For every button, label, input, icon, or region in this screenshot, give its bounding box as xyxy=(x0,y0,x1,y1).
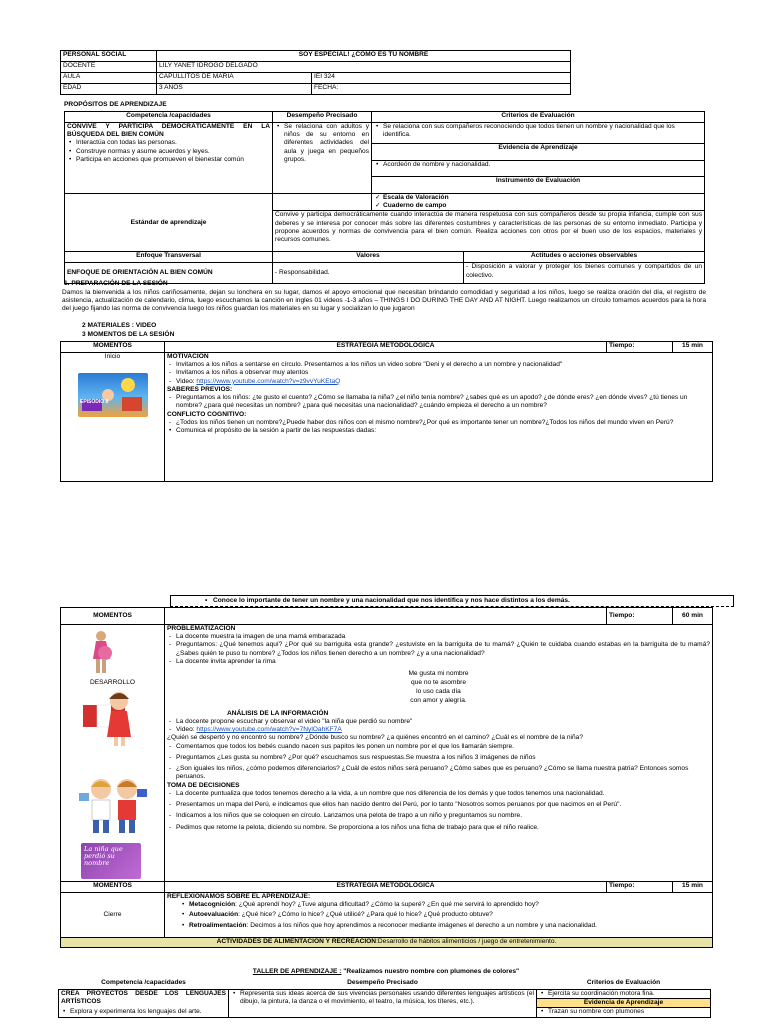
autoevaluacion-text: : ¿Qué hice? ¿Cómo lo hice? ¿Qué utilicé? ¿Para qué lo hice? ¿Qué producto obtuve? xyxy=(238,911,493,919)
lost-name-video-cover xyxy=(81,843,141,879)
top-note xyxy=(170,595,734,607)
estandar-text: Convive y participa democráticamente cuando interactúa de manera respetuosa con sus compañeros desde su propia infancia, cumple con sus deberes y se interesa por conocer más sobre las diferentes costumbres y características de las personas de su entorno inmediato. Participa y propone acuerdos y normas de convivencia para el bien común. Realiza acciones con otros por el buen uso de los espacios, materiales y recursos comunes. xyxy=(273,211,705,252)
capacidad-item: • Interactúa con todas las personas. xyxy=(76,139,270,147)
col-tiempo-2: Tiempo: xyxy=(607,608,673,625)
momento-inicio-label: Inicio xyxy=(104,353,121,360)
taller-col-competencia: Competencia /capacidades xyxy=(59,979,229,990)
analisis-item: - ¿Son iguales los niños, ¿cómo podemos diferenciarlos? ¿Cuál de estos niños será peruano? ¿Cómo sabes que es peruano? ¿Cómo se llama nuestra patria? Entonces somos peruanos. xyxy=(176,765,710,781)
col-estrategia: ESTRATEGIA METODOLÓGICA xyxy=(165,342,607,353)
edad-value: 3 AÑOS xyxy=(157,84,312,95)
header-table xyxy=(60,50,571,95)
estandar-label: Estándar de aprendizaje xyxy=(65,194,273,252)
video-thumbnail xyxy=(78,373,148,417)
valor-value: - Responsabilidad. xyxy=(273,263,464,284)
taller-competencia: CREA PROYECTOS DESDE LOS LENGUAJES ARTÍSTICOS xyxy=(61,990,226,1006)
prob-item: - Preguntamos: ¿Qué tenemos aquí? ¿Por qué su barriguita esta grande? ¿estuviste en la barriguita de tu mamá? ¿Quién te cuidaba cuando estabas en la barriguita de tu mamá? ¿Sabes quién te puso tu nombre? ¿Todos los niños tienen derecho a un nombre? ¿y a una nacionalidad? xyxy=(176,641,710,657)
docente-value: LILY YANET IDROGO DELGADO xyxy=(157,62,571,73)
instrumento-item: ✓ Cuaderno de campo xyxy=(383,202,702,210)
problematizacion-title: PROBLEMATIZACIÓN xyxy=(167,625,236,632)
video-label-2: Video: xyxy=(176,726,197,734)
comunica-text: • Comunica el propósito de la sesión a partir de las respuestas dadas: xyxy=(176,427,710,435)
tiempo-value-3: 15 min xyxy=(673,882,713,893)
taller-desempeno-cell xyxy=(229,990,537,1018)
taller-table xyxy=(58,979,711,1018)
criterio-cell xyxy=(372,123,705,144)
inicio-table xyxy=(60,341,713,482)
momentos-line: 3 MOMENTOS DE LA SESIÓN xyxy=(82,331,175,338)
pregnant-mom-image xyxy=(83,629,119,675)
momento-desarrollo-label: DESARROLLO xyxy=(89,679,136,686)
taller-col-desempeno: Desempeño Precisado xyxy=(229,979,537,990)
actitud-value: - Disposición a valorar y proteger los bienes comunes y compartidos de un colectivo. xyxy=(464,263,705,284)
video-link-2[interactable]: https://www.youtube.com/watch?v=7NylOahKF7A xyxy=(196,726,342,734)
retroalimentacion-item xyxy=(189,922,710,930)
taller-competencia-cell xyxy=(59,990,229,1018)
rima-line: lo uso cada día xyxy=(416,687,461,695)
materiales-line: 2 MATERIALES : VIDEO xyxy=(82,322,157,329)
analisis-item: - Preguntamos ¿Les gusta su nombre? ¿Por qué? escuchamos sus respuestas.Se muestra a los niños 3 imágenes de niños xyxy=(176,754,710,762)
peruvian-girl-image xyxy=(81,689,141,747)
desempeno-text: • Se relaciona con adultos y niños de su entorno en diferentes actividades del aula y juega en pequeños grupos. xyxy=(284,123,369,164)
thumbnail-caption: EPISODIO 8 xyxy=(80,399,109,405)
instrumento-item: ✓ Escala de Valoración xyxy=(383,194,702,202)
toma-item: - Presentamos un mapa del Perú, e indicamos que ellos han nacido dentro del Perú, por lo tanto "Nosotros somos peruanos por que nacimos en el Perú". xyxy=(176,801,710,809)
metacognicion-label: Metacognición xyxy=(189,901,236,909)
rima-line: Me gusta mi nombre xyxy=(408,670,469,678)
saberes-text: - Preguntamos a los niños: ¿te gusto el cuento? ¿Cómo se llamaba la niña? ¿el niño tenía nombre? ¿sabes qué es un apodo? ¿de dónde eres? ¿en dónde vives? ¿tú tienes un nombre? ¿para qué necesitas un nombre? ¿para qué necesitas una nacionalidad? ¿cuándo empieza el derecho a un nombre? xyxy=(176,394,710,410)
aula-value: CAPULLITOS DE MARIA xyxy=(157,73,312,84)
taller-col-criterios: Criterios de Evaluación xyxy=(537,979,711,990)
video-label: Video: xyxy=(176,377,197,385)
docente-label: DOCENTE xyxy=(61,62,157,73)
momento-desarrollo xyxy=(61,625,165,882)
preparacion-title: 1. PREPARACIÓN DE LA SESIÓN xyxy=(64,280,168,287)
col-criterios: Criterios de Evaluación xyxy=(372,112,705,123)
actividades-label: ACTIVIDADES DE ALIMENTACIÓN Y RECREACIÓN xyxy=(216,938,377,945)
rima-line: con amor y alegría. xyxy=(410,696,467,704)
momento-cierre: Cierre xyxy=(61,893,165,938)
tiempo-value: 15 min xyxy=(673,342,713,353)
video-link-1[interactable]: https://www.youtube.com/watch?v=z9vvYuKEtaQ xyxy=(196,377,341,385)
fecha-label: FECHA: xyxy=(312,84,571,95)
toma-item: - Indicamos a los niños que se coloquen en círculo. Lanzamos una pelota de trapo a un niño y preguntamos su nombre. xyxy=(176,812,710,820)
prob-item: - La docente muestra la imagen de una mamá embarazada xyxy=(176,633,710,641)
metacognicion-text: : ¿Qué aprendí hoy? ¿Tuve alguna dificultad? ¿Cómo la superé? ¿En qué me servirá lo aprendido hoy? xyxy=(235,901,539,909)
lost-name-caption: La niña que perdió su nombre xyxy=(84,845,123,868)
actitudes-col: Actitudes o acciones observables xyxy=(464,252,705,263)
col-momentos-2: MOMENTOS xyxy=(61,608,165,625)
momento-inicio xyxy=(61,353,165,482)
motivacion-title: MOTIVACIÓN xyxy=(167,353,209,360)
iei-value: IEI 324 xyxy=(312,73,571,84)
autoevaluacion-label: Autoevaluación xyxy=(189,911,239,919)
analisis-question: ¿Quién se despertó y no encontró su nombre? ¿Dónde busco su nombre? ¿a quiénes encontró en el camino? ¿Cuál es el nombre de la niña? xyxy=(167,734,584,742)
valores-col: Valores xyxy=(273,252,464,263)
propositos-table xyxy=(64,111,705,284)
criterio-text: • Se relaciona con sus compañeros reconociendo que todos tienen un nombre y nacionalidad que los identifica. xyxy=(383,123,702,139)
rima-line: que no te asombre xyxy=(411,679,466,687)
video-line xyxy=(176,378,710,386)
taller-evidencia-cell xyxy=(537,1008,711,1017)
top-note-bullet: • xyxy=(205,597,208,604)
aula-label: AULA xyxy=(61,73,157,84)
toma-title: TOMA DE DECISIONES xyxy=(167,781,240,789)
video-thumbnail-art xyxy=(78,373,148,417)
analisis-item: - Comentamos que todos los bebés cuando nacen sus papitos les ponen un nombre por el que los llamarán siempre. xyxy=(176,743,710,751)
instrumento-cell xyxy=(372,194,705,211)
inicio-content xyxy=(165,353,713,482)
taller-criterio-cell xyxy=(537,990,711,999)
conflicto-text: - ¿Todos los niños tienen un nombre?¿Puede haber dos niños con el mismo nombre?¿Por qué es importante tener un nombre?¿Todos los niños del mundo viven en Perú? xyxy=(176,419,710,427)
toma-item: - Pedimos que retorne la pelota, diciendo su nombre. Se proporciona a los niños una ficha de trabajo para que el niño realice. xyxy=(176,824,710,832)
col-tiempo: Tiempo: xyxy=(607,342,673,353)
taller-evidencia-title: Evidencia de Aprendizaje xyxy=(537,999,711,1008)
cierre-title: REFLEXIONAMOS SOBRE EL APRENDIZAJE: xyxy=(167,893,311,900)
col-competencia: Competencia /capacidades xyxy=(65,112,273,123)
col-momentos-3: MOMENTOS xyxy=(61,882,165,893)
autoevaluacion-item xyxy=(189,911,710,919)
top-note-text: Conoce lo importante de tener un nombre y una nacionalidad que nos identifica y nos hace distintos a los demás. xyxy=(213,597,570,604)
motivacion-item: - Invitamos a los niños a observar muy atentos xyxy=(176,369,710,377)
desempeno-cell xyxy=(273,123,372,194)
session-title: SOY ESPECIAL! ¿CÓMO ES TU NOMBRE xyxy=(157,51,571,62)
instrumento-title: Instrumento de Evaluación xyxy=(372,177,705,194)
motivacion-item: - Invitamos a los niños a sentarse en círculo. Presentamos a los niños un video sobre "Deni y el derecho a un nombre y nacionalidad" xyxy=(176,361,710,369)
retroalimentacion-text: : Decimos a los niños que hoy aprendimos a reconocer mediante imágenes el derecho a un nombre y una nacionalidad. xyxy=(246,921,597,929)
prob-item: - La docente invita aprender la rima xyxy=(176,658,710,666)
retroalimentacion-label: Retroalimentación xyxy=(189,921,247,929)
taller-capacidad: • Explora y experimenta los lenguajes del arte. xyxy=(70,1008,226,1016)
analisis-item: - La docente propone escuchar y observar el video "la niña que perdió su nombre" xyxy=(176,718,710,726)
taller-title xyxy=(60,968,712,976)
rima xyxy=(167,670,710,706)
evidencia-cell xyxy=(372,160,705,177)
saberes-title: SABERES PREVIOS: xyxy=(167,385,233,393)
enfoque-value: ENFOQUE DE ORIENTACIÓN AL BIEN COMÚN xyxy=(65,263,273,284)
propositos-title: PROPÓSITOS DE APRENDIZAJE xyxy=(64,101,167,108)
analisis-title: ANÁLISIS DE LA INFORMACIÓN xyxy=(227,709,329,717)
taller-evidencia: • Trazan su nombre con plumones xyxy=(548,1008,708,1016)
evidencia-text: • Acordeón de nombre y nacionalidad. xyxy=(383,161,702,169)
competencia-name: CONVIVE Y PARTICIPA DEMOCRÁTICAMENTE EN LA BÚSQUEDA DEL BIEN COMÚN xyxy=(67,123,270,139)
preparacion-text: Damos la bienvenida a los niños cariñosamente, dejan su lonchera en su lugar, damos el apoyo emocional que necesitan brindando comodidad y seguridad a los niños, luego se realiza oración del día, el registro de asistencia, actualización de calendario, clima, luego escuchamos la canción en ingles 01 videos -1-3 años – THINGS I DO DURING THE DAY AND AT NIGHT. Luego realizamos un círculo tomamos acuerdos para la hora del juego fijando las norma de convivencia luego los niños guardan los materiales en su lugar y socializan lo que jugaron xyxy=(62,289,706,313)
cierre-content xyxy=(165,893,713,938)
actividades-text: :Desarrollo de hábitos alimenticios / juego de entretenimiento. xyxy=(376,938,557,945)
taller-criterio: • Ejercita su coordinación motora fina. xyxy=(548,990,708,998)
enfoque-col: Enfoque Transversal xyxy=(65,252,273,263)
col-estrategia-3: ESTRATEGIA METODOLÓGICA xyxy=(165,882,607,893)
col-tiempo-3: Tiempo: xyxy=(607,882,673,893)
taller-title-label: TALLER DE APRENDIZAJE : xyxy=(252,968,342,975)
taller-desempeno: • Representa sus ideas acerca de sus vivencias personales usando diferentes lenguajes artísticos (el dibujo, la pintura, la danza o el movimiento, el teatro, la música, los títeres, etc.). xyxy=(240,990,534,1006)
edad-label: EDAD xyxy=(61,84,157,95)
three-kids-image xyxy=(79,775,149,835)
conflicto-title: CONFLICTO COGNITIVO: xyxy=(167,410,247,418)
actividades-row xyxy=(61,938,713,948)
video-line-2 xyxy=(176,726,710,734)
evidencia-title: Evidencia de Aprendizaje xyxy=(372,144,705,161)
area-cell: PERSONAL SOCIAL xyxy=(61,51,157,62)
toma-item: - La docente puntualiza que todos tenemos derecho a la vida, a un nombre que nos diferencia de los demás y que todos tenemos una nacionalidad. xyxy=(176,790,710,798)
metacognicion-item xyxy=(189,901,710,909)
desarrollo-table xyxy=(60,607,713,948)
desarrollo-content xyxy=(165,625,713,882)
competencia-cell xyxy=(65,123,273,194)
taller-title-text: "Realizamos nuestro nombre con plumones de colores" xyxy=(341,968,520,975)
capacidad-item: • Participa en acciones que promueven el bienestar común xyxy=(76,156,270,164)
col-desempeno: Desempeño Precisado xyxy=(273,112,372,123)
capacidad-item: • Construye normas y asume acuerdos y leyes. xyxy=(76,148,270,156)
col-momentos: MOMENTOS xyxy=(61,342,165,353)
tiempo-value-2: 60 min xyxy=(673,608,713,625)
